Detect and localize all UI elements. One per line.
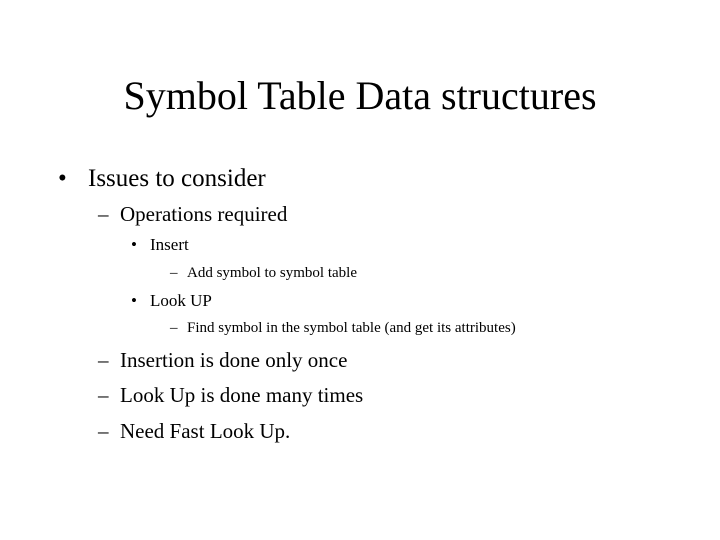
bullet-operations-required: [98, 201, 287, 227]
dash-marker: –: [98, 202, 109, 226]
dash-marker: –: [98, 383, 109, 407]
bullet-text: Look Up is done many times: [120, 383, 364, 407]
bullet-text: Find symbol in the symbol table (and get its attributes): [187, 320, 516, 336]
bullet-issues: [58, 164, 266, 194]
bullet-fast-look-up: [98, 418, 290, 444]
bullet-find-symbol: [170, 318, 516, 338]
bullet-text: Need Fast Look Up.: [120, 419, 291, 443]
slide-title: Symbol Table Data structures: [123, 73, 597, 118]
dash-marker: –: [170, 265, 178, 281]
bullet-marker: •: [58, 165, 67, 192]
bullet-text: Insertion is done only once: [120, 348, 348, 372]
dash-marker: –: [170, 320, 178, 336]
bullet-text: Look UP: [150, 291, 212, 310]
bullet-marker: •: [131, 235, 137, 254]
dash-marker: –: [98, 348, 109, 372]
bullet-look-up-many: [98, 382, 363, 408]
bullet-insert: [131, 234, 189, 256]
bullet-add-symbol: [170, 263, 357, 283]
bullet-text: Add symbol to symbol table: [187, 265, 357, 281]
bullet-text: Issues to consider: [88, 165, 266, 192]
bullet-text: Insert: [150, 235, 189, 254]
bullet-insertion-once: [98, 347, 347, 373]
dash-marker: –: [98, 419, 109, 443]
bullet-look-up: [131, 290, 212, 312]
bullet-text: Operations required: [120, 202, 288, 226]
bullet-marker: •: [131, 291, 137, 310]
